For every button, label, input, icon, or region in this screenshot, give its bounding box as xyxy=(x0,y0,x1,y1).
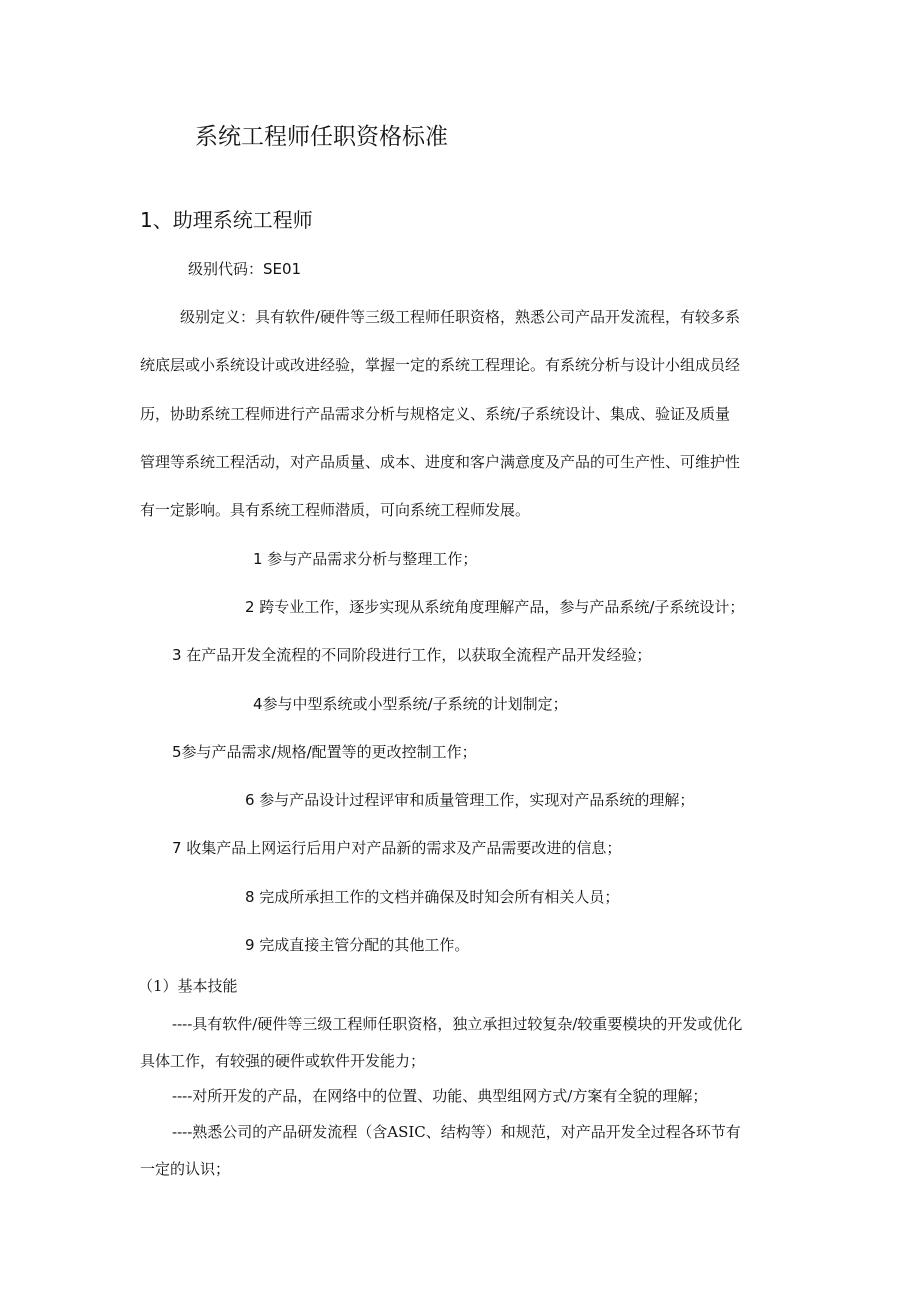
definition-line: 统底层或小系统设计或改进经验，掌握一定的系统工程理论。有系统分析与设计小组成员经 xyxy=(140,356,741,374)
definition-line: 级别定义：具有软件/硬件等三级工程师任职资格，熟悉公司产品开发流程，有较多系 xyxy=(180,308,741,326)
definition-line: 历，协助系统工程师进行产品需求分析与规格定义、系统/子系统设计、集成、验证及质量 xyxy=(140,405,731,423)
skill-line: ----具有软件/硬件等三级工程师任职资格，独立承担过较复杂/较重要模块的开发或优化 xyxy=(172,1015,743,1033)
subsection-heading: （1）基本技能 xyxy=(138,977,238,995)
duty-item: 7 收集产品上网运行后用户对产品新的需求及产品需要改进的信息； xyxy=(172,839,622,857)
definition-line: 管理等系统工程活动，对产品质量、成本、进度和客户满意度及产品的可生产性、可维护性 xyxy=(140,453,741,471)
definition-line: 有一定影响。具有系统工程师潜质，可向系统工程师发展。 xyxy=(140,501,531,519)
section-heading: 1、助理系统工程师 xyxy=(140,208,313,232)
duty-item: 5参与产品需求/规格/配置等的更改控制工作； xyxy=(172,743,477,761)
duty-item: 2 跨专业工作，逐步实现从系统角度理解产品，参与产品系统/子系统设计； xyxy=(245,598,745,616)
page-title: 系统工程师任职资格标准 xyxy=(195,124,448,150)
duty-item: 4参与中型系统或小型系统/子系统的计划制定； xyxy=(253,695,568,713)
skill-line: 一定的认识； xyxy=(140,1160,231,1178)
level-code: 级别代码：SE01 xyxy=(188,260,302,278)
duty-item: 6 参与产品设计过程评审和质量管理工作，实现对产品系统的理解； xyxy=(245,791,695,809)
duty-item: 3 在产品开发全流程的不同阶段进行工作，以获取全流程产品开发经验； xyxy=(172,646,652,664)
duty-item: 9 完成直接主管分配的其他工作。 xyxy=(245,936,470,954)
skill-line: 具体工作，有较强的硬件或软件开发能力； xyxy=(140,1052,426,1070)
duty-item: 8 完成所承担工作的文档并确保及时知会所有相关人员； xyxy=(245,888,620,906)
duty-item: 1 参与产品需求分析与整理工作； xyxy=(253,550,478,568)
skill-line: ----熟悉公司的产品研发流程（含ASIC、结构等）和规范，对产品开发全过程各环节有 xyxy=(172,1123,741,1141)
skill-line: ----对所开发的产品，在网络中的位置、功能、典型组网方式/方案有全貌的理解； xyxy=(172,1087,708,1105)
